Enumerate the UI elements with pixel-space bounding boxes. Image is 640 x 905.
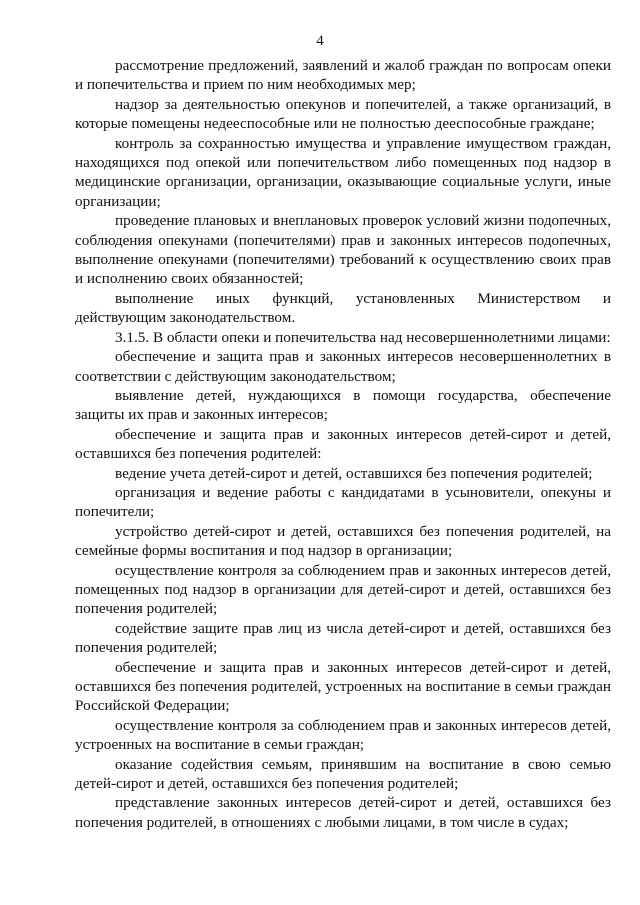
paragraph: обеспечение и защита прав и законных интересов детей-сирот и детей, оставшихся без попечения родителей, устроенных на воспитание в семьи граждан Российской Федерации; (75, 658, 611, 715)
paragraph: организация и ведение работы с кандидатами в усыновители, опекуны и попечители; (75, 483, 611, 521)
document-body (75, 56, 611, 832)
paragraph: представление законных интересов детей-сирот и детей, оставшихся без попечения родителей, в отношениях с любыми лицами, в том числе в судах; (75, 794, 611, 831)
paragraph: ведение учета детей-сирот и детей, оставшихся без попечения родителей; (115, 464, 593, 482)
paragraph: содействие защите прав лиц из числа детей-сирот и детей, оставшихся без попечения родителей; (75, 619, 611, 657)
paragraph: выявление детей, нуждающихся в помощи государства, обеспечение защиты их прав и законных интересов; (75, 386, 611, 424)
paragraph: осуществление контроля за соблюдением прав и законных интересов детей, устроенных на воспитание в семьи граждан; (75, 716, 611, 754)
paragraph: осуществление контроля за соблюдением прав и законных интересов детей, помещенных под надзор в организации для детей-сирот и детей, оставшихся без попечения родителей; (75, 561, 611, 618)
paragraph: рассмотрение предложений, заявлений и жалоб граждан по вопросам опеки и попечительства и прием по ним необходимых мер; (75, 57, 611, 94)
paragraph: обеспечение и защита прав и законных интересов детей-сирот и детей, оставшихся без попечения родителей: (75, 425, 611, 463)
paragraph: выполнение иных функций, установленных Министерством и действующим законодательством. (75, 289, 611, 327)
paragraph: устройство детей-сирот и детей, оставшихся без попечения родителей, на семейные формы воспитания и под надзор в организации; (75, 522, 611, 560)
section-heading-3-1-5: 3.1.5. В области опеки и попечительства над несовершеннолетними лицами: (115, 328, 611, 346)
page-number: 4 (316, 33, 324, 49)
paragraph: проведение плановых и внеплановых проверок условий жизни подопечных, соблюдения опекунами (попечителями) прав и законных интересов подопечных, выполнение опекунами (попечителями) требований к осуществлению своих прав и исполнению своих обязанностей; (75, 212, 611, 288)
paragraph: обеспечение и защита прав и законных интересов несовершеннолетних в соответствии с действующим законодательством; (75, 348, 611, 385)
paragraph: оказание содействия семьям, принявшим на воспитание в свою семью детей-сирот и детей, оставшихся без попечения родителей; (75, 755, 611, 793)
paragraph: контроль за сохранностью имущества и управление имуществом граждан, находящихся под опекой или попечительством либо помещенных под надзор в медицинские организации, организации, оказывающие социальные услуги, иные организации; (75, 134, 611, 210)
paragraph: надзор за деятельностью опекунов и попечителей, а также организаций, в которые помещены недееспособные или не полностью дееспособные граждане; (75, 95, 611, 133)
